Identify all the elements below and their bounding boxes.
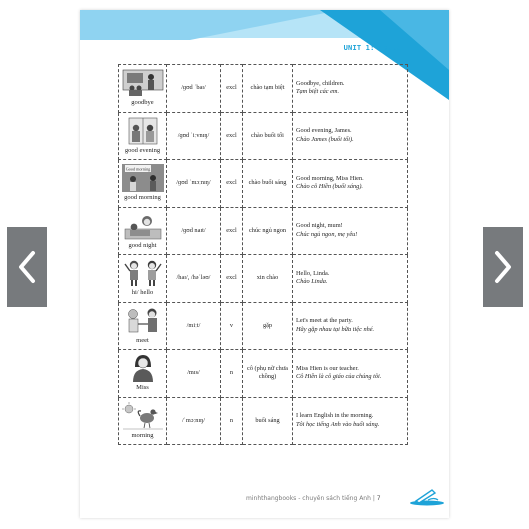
example-cell — [293, 302, 408, 350]
pos-cell: excl — [221, 255, 243, 303]
pos-cell: n — [221, 397, 243, 445]
ipa-cell: /miːt/ — [167, 302, 221, 350]
example-en: Good evening, James. — [296, 127, 352, 135]
meaning-cell: chào buổi tối — [243, 112, 293, 160]
good-morning-sign-text: Good morning — [125, 166, 150, 172]
pos-cell: excl — [221, 207, 243, 255]
example-vi: Chào cô Hiền (buổi sáng). — [296, 183, 363, 191]
example-cell — [293, 207, 408, 255]
example-en: Let's meet at the party. — [296, 317, 353, 325]
example-vi: Hãy gặp nhau tại bữa tiệc nhé. — [296, 325, 375, 333]
pos-cell: n — [221, 350, 243, 398]
goodbye-illustration — [121, 68, 165, 98]
pos-cell: excl — [221, 65, 243, 113]
table-row — [119, 207, 408, 255]
ipa-cell: /haɪ/, /həˈləʊ/ — [167, 255, 221, 303]
morning-illustration — [121, 401, 165, 431]
meaning-cell: gặp — [243, 302, 293, 350]
table-row — [119, 255, 408, 303]
vocab-word: Miss — [136, 384, 149, 392]
hello-illustration — [121, 258, 165, 288]
example-en: Miss Hien is our teacher. — [296, 364, 359, 372]
example-vi: Cô Hiền là cô giáo của chúng tôi. — [296, 373, 382, 381]
picture-cell — [119, 65, 167, 113]
ipa-cell: /ɡʊd ˈiːvnɪŋ/ — [167, 112, 221, 160]
example-vi: Tôi học tiếng Anh vào buổi sáng. — [296, 420, 380, 428]
vocab-word: meet — [136, 336, 149, 344]
ipa-cell: /ɡʊd ˈbaɪ/ — [167, 65, 221, 113]
picture-cell — [119, 397, 167, 445]
vocab-word: morning — [131, 431, 154, 439]
footer-text: minhthangbooks - chuyên sách tiếng Anh — [246, 495, 371, 502]
vocab-word: good morning — [124, 194, 161, 202]
next-button[interactable] — [483, 227, 523, 307]
ipa-cell: /ˈmɔːnɪŋ/ — [167, 397, 221, 445]
table-row — [119, 65, 408, 113]
meaning-cell: cô (phụ nữ chưa chồng) — [243, 350, 293, 398]
previous-button[interactable] — [7, 227, 47, 307]
example-en: Goodbye, children. — [296, 79, 345, 87]
pen-logo-icon — [408, 487, 446, 507]
page-number: 7 — [376, 495, 381, 502]
meaning-cell: xin chào — [243, 255, 293, 303]
chevron-left-icon — [16, 250, 38, 284]
example-vi: Chào Linda. — [296, 278, 328, 286]
table-row — [119, 350, 408, 398]
vocab-word: goodbye — [131, 99, 154, 107]
chevron-right-icon — [492, 250, 514, 284]
vocab-word: good night — [128, 241, 157, 249]
good-morning-illustration — [121, 163, 165, 193]
picture-cell — [119, 302, 167, 350]
example-vi: Tạm biệt các em. — [296, 88, 340, 96]
vocab-word: hi/ hello — [131, 289, 154, 297]
example-en: Hello, Linda. — [296, 269, 330, 277]
pos-cell: excl — [221, 112, 243, 160]
ipa-cell: /mɪs/ — [167, 350, 221, 398]
example-cell — [293, 350, 408, 398]
good-evening-illustration — [121, 116, 165, 146]
table-row — [119, 160, 408, 208]
book-page — [80, 10, 449, 518]
picture-cell — [119, 350, 167, 398]
footer-separator: | — [372, 495, 375, 502]
table-row — [119, 112, 408, 160]
ipa-cell: /ɡʊd ˈmɔːnɪŋ/ — [167, 160, 221, 208]
meaning-cell: buổi sáng — [243, 397, 293, 445]
unit-title: UNIT 1: Hello — [343, 44, 401, 52]
table-row — [119, 397, 408, 445]
example-cell — [293, 112, 408, 160]
picture-cell — [119, 160, 167, 208]
example-cell — [293, 65, 408, 113]
example-en: Good morning, Miss Hien. — [296, 174, 364, 182]
pos-cell: excl — [221, 160, 243, 208]
example-en: I learn English in the morning. — [296, 412, 374, 420]
meaning-cell: chúc ngủ ngon — [243, 207, 293, 255]
example-en: Good night, mum! — [296, 222, 343, 230]
meaning-cell: chào tạm biệt — [243, 65, 293, 113]
good-night-illustration — [121, 211, 165, 241]
page-footer — [246, 495, 381, 502]
example-vi: Chúc ngủ ngon, mẹ yêu! — [296, 230, 358, 238]
vocab-word: good evening — [124, 146, 161, 154]
picture-cell — [119, 112, 167, 160]
meaning-cell: chào buổi sáng — [243, 160, 293, 208]
ipa-cell: /ɡʊd naɪt/ — [167, 207, 221, 255]
vocabulary-table — [118, 64, 408, 445]
example-vi: Chào James (buổi tối). — [296, 135, 354, 143]
picture-cell — [119, 255, 167, 303]
pos-cell: v — [221, 302, 243, 350]
meet-illustration — [121, 306, 165, 336]
example-cell — [293, 397, 408, 445]
example-cell — [293, 160, 408, 208]
example-cell — [293, 255, 408, 303]
miss-illustration — [121, 353, 165, 383]
table-row — [119, 302, 408, 350]
picture-cell — [119, 207, 167, 255]
